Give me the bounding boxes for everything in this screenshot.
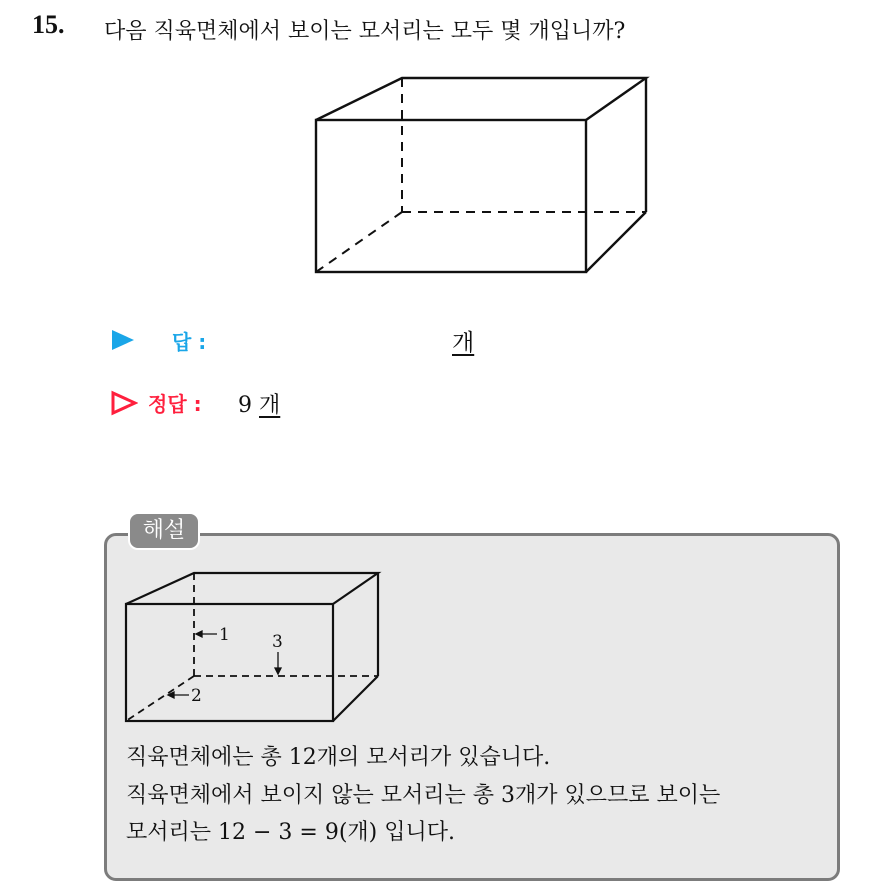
filled-right-triangle-icon [110,328,136,352]
correct-answer-row [110,386,410,422]
cuboid-right-bottom-edge [586,212,646,272]
cuboid-figure [300,70,660,285]
correct-answer-label: 정답 : [148,392,202,416]
solution-line: 모서리는 12 − 3 = 9(개) 입니다. [126,820,455,845]
edge3-arrowhead [275,668,281,674]
solution-cuboid-top-face [126,573,378,604]
edge1-label: 1 [219,625,230,645]
solution-hidden-edge-2 [126,676,194,721]
cuboid-front-face [316,120,586,272]
correct-answer-number: 9 [238,393,252,418]
question-number: 15. [32,10,65,39]
edge2-label: 2 [191,686,202,706]
correct-answer-unit: 개 [259,393,281,418]
solution-line: 직육면체에서 보이지 않는 모서리는 총 3개가 있으므로 보이는 [126,783,721,808]
question-text: 다음 직육면체에서 보이는 모서리는 모두 몇 개입니까? [104,19,626,44]
cuboid-top-face [316,78,646,120]
answer-row [110,324,530,358]
correct-answer-value [238,388,280,419]
outline-right-triangle-icon [110,390,138,416]
answer-label: 답 : [172,330,207,354]
solution-line: 직육면체에는 총 12개의 모서리가 있습니다. [126,745,551,770]
solution-cuboid-figure [122,570,387,730]
edge3-label: 3 [272,632,283,652]
answer-unit: 개 [452,330,475,356]
solution-cuboid-front-face [126,604,333,721]
edge1-arrowhead [196,631,202,637]
solution-cuboid-right-bottom-edge [333,676,378,721]
hidden-depth-edge [316,212,402,272]
solution-tab: 해설 [128,512,200,550]
